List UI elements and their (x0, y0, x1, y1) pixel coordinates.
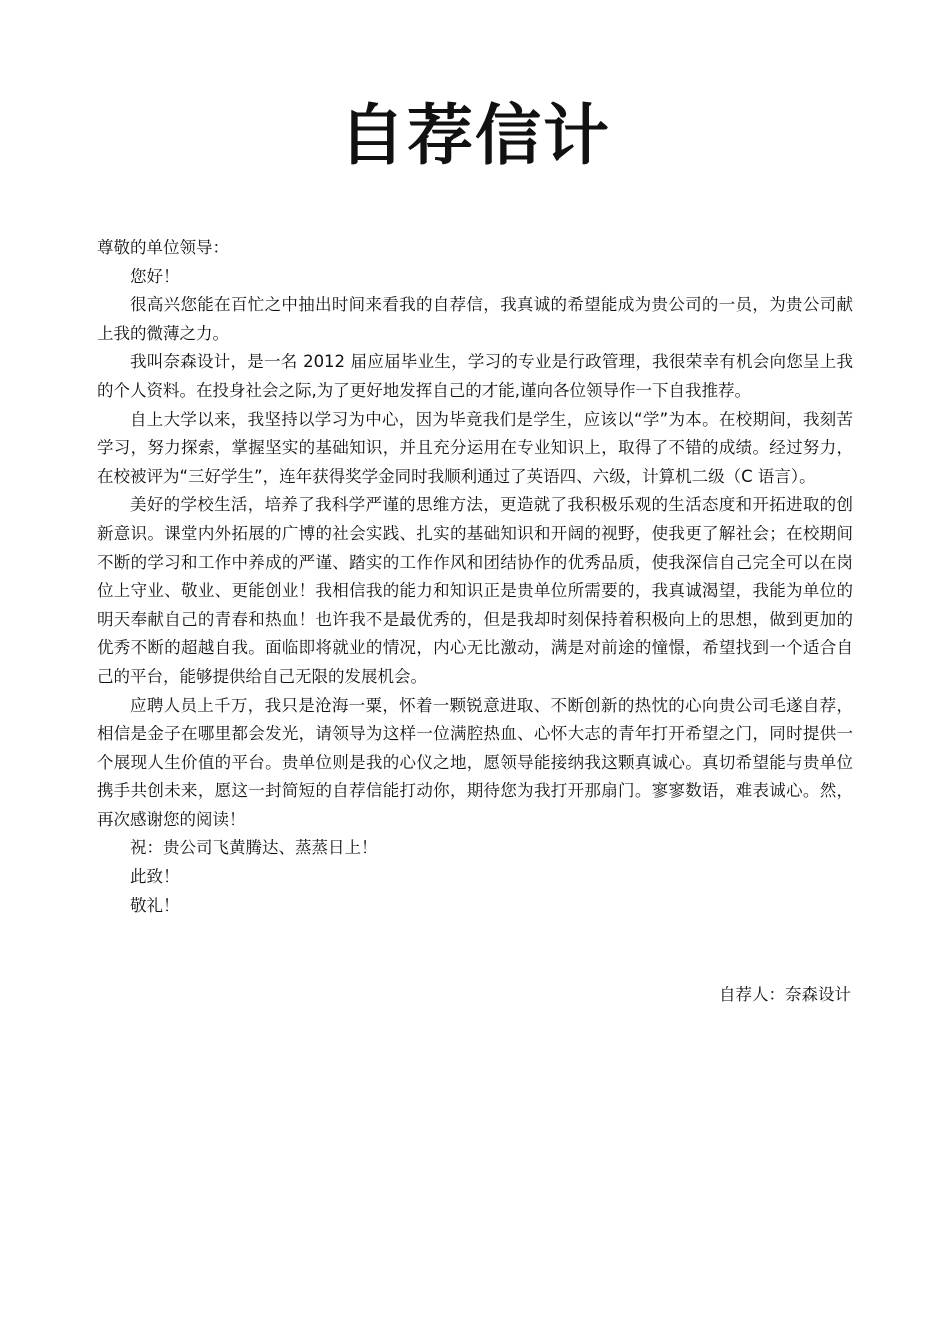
paragraph-3: 自上大学以来，我坚持以学习为中心，因为毕竟我们是学生，应该以“学”为本。在校期间，我刻苦学习，努力探索，掌握坚实的基础知识，并且充分运用在专业知识上，取得了不错的成绩。经过努力，在校被评为“三好学生”，连年获得奖学金同时我顺利通过了英语四、六级，计算机二级（C 语言）。 (97, 409, 853, 486)
wish-line: 祝：贵公司飞黄腾达、蒸蒸日上！ (130, 838, 378, 858)
closing-line-2: 敬礼！ (130, 895, 180, 915)
closing-line-1: 此致！ (130, 867, 180, 887)
paragraph-2: 我叫奈森设计，是一名 2012 届应届毕业生，学习的专业是行政管理，我很荣幸有机会向您呈上我的个人资料。在投身社会之际,为了更好地发挥自己的才能,谨向各位领导作一下自我推荐。 (97, 352, 853, 400)
paragraph-1: 很高兴您能在百忙之中抽出时间来看我的自荐信，我真诚的希望能成为贵公司的一员，为贵公司献上我的微薄之力。 (97, 295, 853, 343)
paragraph-4: 美好的学校生活，培养了我科学严谨的思维方法，更造就了我积极乐观的生活态度和开拓进取的创新意识。课堂内外拓展的广博的社会实践、扎实的基础知识和开阔的视野，使我更了解社会；在校期间不断的学习和工作中养成的严谨、踏实的工作作风和团结协作的优秀品质，使我深信自己完全可以在岗位上守业、敬业、更能创业！我相信我的能力和知识正是贵单位所需要的，我真诚渴望，我能为单位的明天奉献自己的青春和热血！也许我不是最优秀的，但是我却时刻保持着积极向上的思想，做到更加的优秀不断的超越自我。面临即将就业的情况，内心无比激动，满是对前途的憧憬，希望找到一个适合自己的平台，能够提供给自己无限的发展机会。 (97, 495, 853, 686)
signature: 自荐人：奈森设计 (719, 985, 851, 1004)
letter-body (97, 234, 853, 920)
letter-title: 自荐信计 (339, 97, 611, 174)
paragraph-5: 应聘人员上千万，我只是沧海一粟，怀着一颗锐意进取、不断创新的热忱的心向贵公司毛遂自荐，相信是金子在哪里都会发光，请领导为这样一位满腔热血、心怀大志的青年打开希望之门，同时提供一个展现人生价值的平台。贵单位则是我的心仪之地，愿领导能接纳我这颗真诚心。真切希望能与贵单位携手共创未来，愿这一封简短的自荐信能打动你，期待您为我打开那扇门。寥寥数语，难表诚心。然，再次感谢您的阅读！ (97, 695, 853, 829)
greeting: 您好！ (130, 266, 180, 286)
salutation: 尊敬的单位领导： (97, 238, 229, 257)
